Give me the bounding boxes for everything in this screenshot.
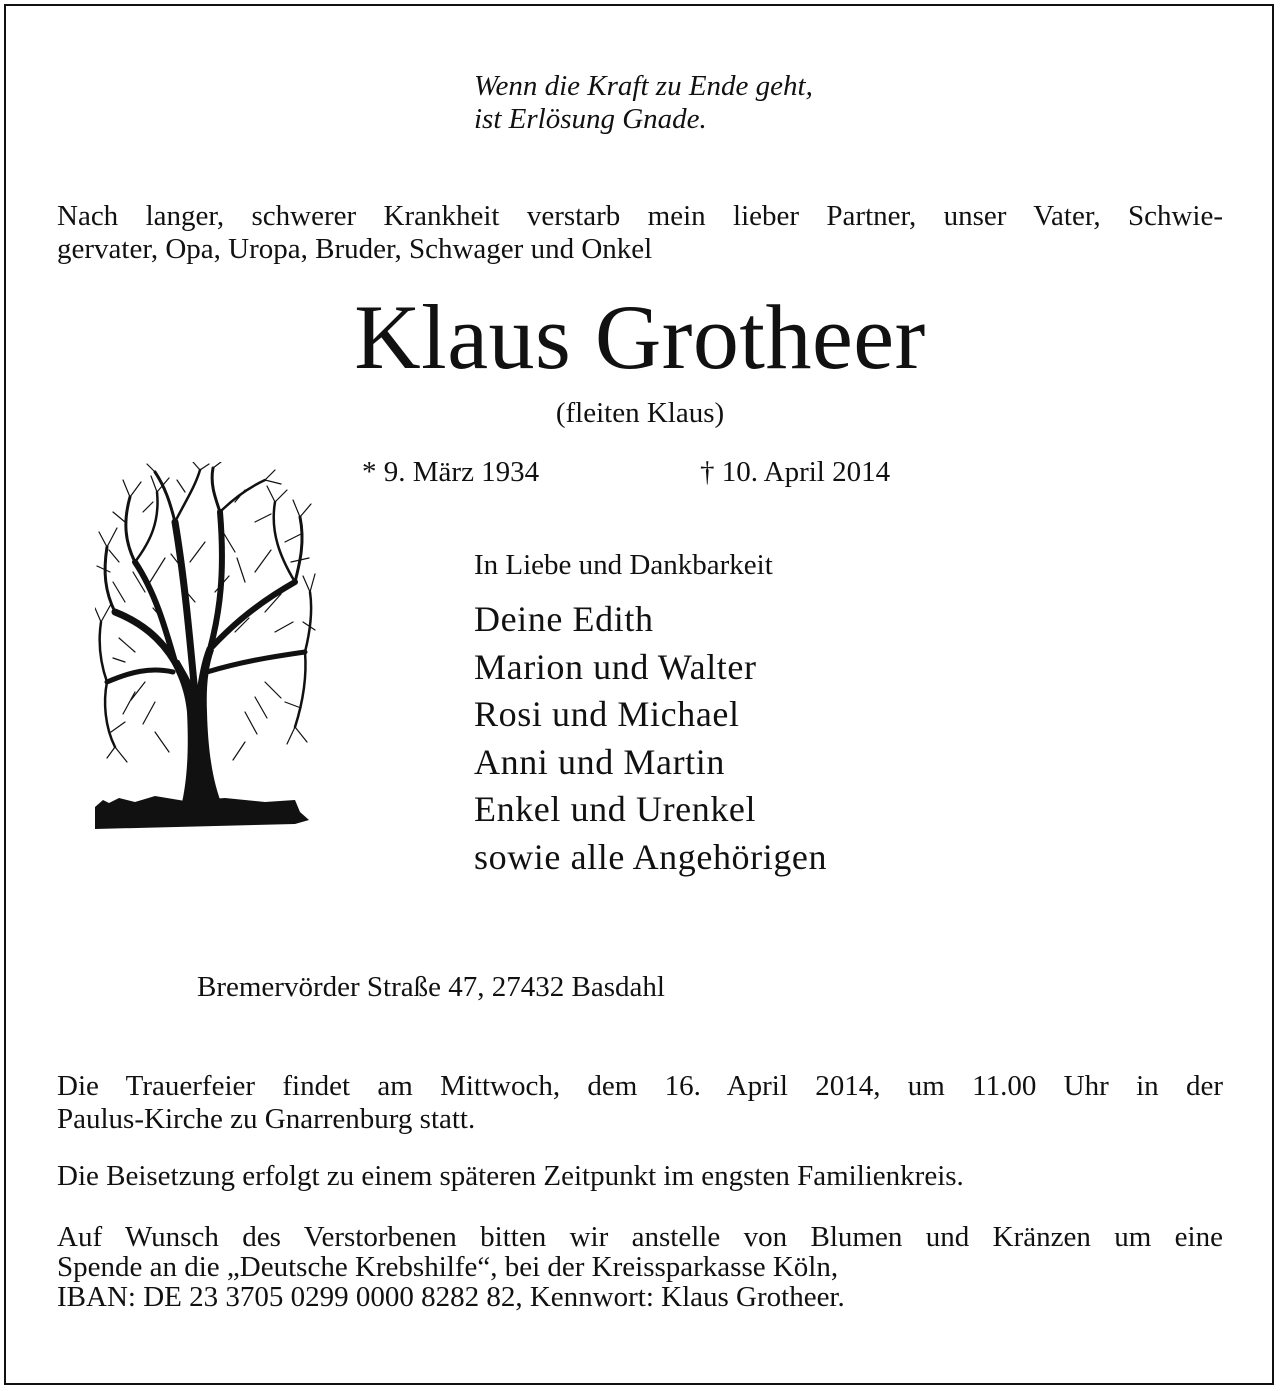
deceased-name: Klaus Grotheer <box>354 286 926 388</box>
mourners-list <box>474 596 827 881</box>
mourner-name: Enkel und Urenkel <box>474 789 757 829</box>
funeral-notice <box>57 1070 1223 1136</box>
family-address: Bremervörder Straße 47, 27432 Basdahl <box>197 971 665 1003</box>
death-date: † 10. April 2014 <box>700 456 891 488</box>
burial-notice: Die Beisetzung erfolgt zu einem späteren Zeitpunkt im engsten Familienkreis. <box>57 1160 964 1192</box>
deceased-nickname: (fleiten Klaus) <box>555 397 725 429</box>
birth-date: * 9. März 1934 <box>362 456 540 488</box>
intro-line-2: gervater, Opa, Uropa, Bruder, Schwager und Onkel <box>57 233 653 265</box>
mourners-greeting: In Liebe und Dankbarkeit <box>474 549 773 581</box>
mourner-name: Anni und Martin <box>474 741 725 782</box>
motto-line-1: Wenn die Kraft zu Ende geht, <box>474 70 813 102</box>
mourner-name: Marion und Walter <box>474 646 757 687</box>
mourner-name: sowie alle Angehörigen <box>474 836 828 877</box>
intro-line-1: Nach langer, schwerer Krankheit verstarb mein lieber Partner, unser Vater, Schwie- <box>57 200 1223 232</box>
mourner-name: Rosi und Michael <box>474 694 740 734</box>
motto-line-2: ist Erlösung Gnade. <box>474 103 707 135</box>
donation-line-3: IBAN: DE 23 3705 0299 0000 8282 82, Kennwort: Klaus Grotheer. <box>57 1281 845 1313</box>
bare-tree-silhouette-icon <box>95 462 317 832</box>
motto-quote <box>474 70 813 136</box>
mourner-name: Deine Edith <box>474 599 654 639</box>
intro-text <box>57 200 1223 266</box>
funeral-notice-line-2: Paulus-Kirche zu Gnarrenburg statt. <box>57 1103 476 1135</box>
funeral-notice-line-1: Die Trauerfeier findet am Mittwoch, dem 16. April 2014, um 11.00 Uhr in der <box>57 1070 1223 1102</box>
donation-line-2: Spende an die „Deutsche Krebshilfe“, bei der Kreissparkasse Köln, <box>57 1251 839 1283</box>
donation-line-1: Auf Wunsch des Verstorbenen bitten wir anstelle von Blumen und Kränzen um eine <box>57 1221 1223 1253</box>
donation-notice <box>57 1222 1223 1312</box>
